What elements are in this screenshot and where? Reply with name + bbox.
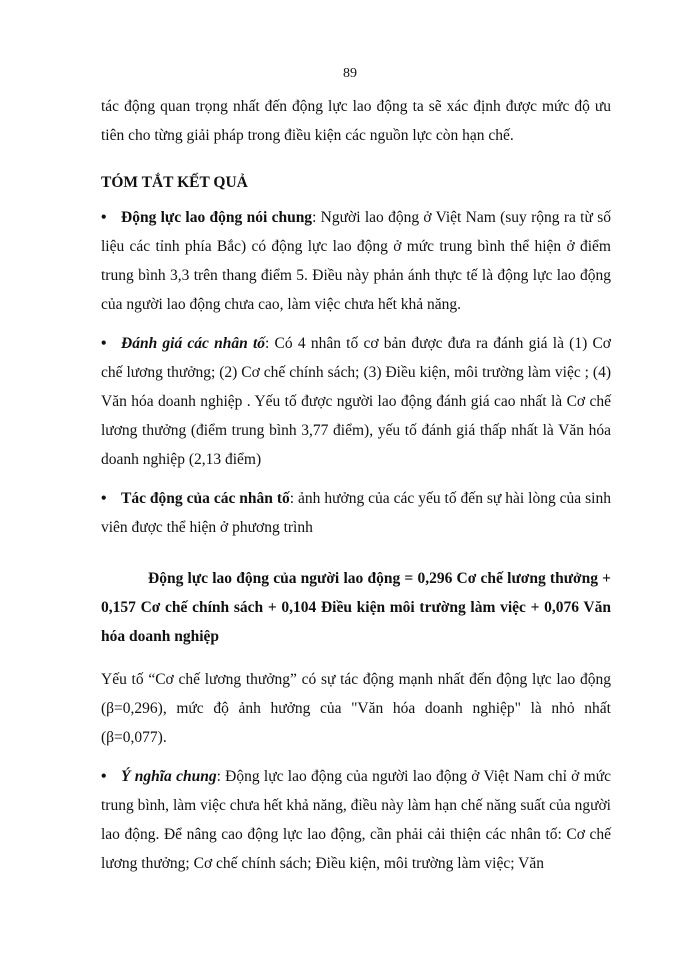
bullet-term: Tác động của các nhân tố: [121, 490, 290, 507]
bullet-paragraph-factor-impact: [101, 484, 611, 542]
result-paragraph: Yếu tố “Cơ chế lương thưởng” có sự tác động mạnh nhất đến động lực lao động (β=0,296), mức độ ảnh hưởng của "Văn hóa doanh nghiệp" là nhỏ nhất (β=0,077).: [101, 671, 611, 746]
page-number: 89: [343, 66, 357, 81]
bullet-paragraph-factor-evaluation: [101, 329, 611, 474]
bullet-icon: •: [101, 768, 107, 785]
bullet-icon: •: [101, 209, 107, 226]
bullet-text: : Động lực lao động của người lao động ở Việt Nam chỉ ở mức trung bình, làm việc chưa hết khả năng, điều này làm hạn chế năng suất của người lao động. Để nâng cao động lực lao động, cần phải cải thiện các nhân tố: Cơ chế lương thưởng; Cơ chế chính sách; Điều kiện, môi trường làm việc; Văn: [101, 768, 611, 872]
bullet-text: : Người lao động ở Việt Nam (suy rộng ra từ số liệu các tỉnh phía Bắc) có động lực lao động ở mức trung bình thể hiện ở điểm trung bình 3,3 trên thang điểm 5. Điều này phản ánh thực tế là động lực lao động của người lao động chưa cao, làm việc chưa hết khả năng.: [101, 209, 611, 313]
bullet-paragraph-general-motivation: [101, 203, 611, 319]
regression-equation: Động lực lao động của người lao động = 0,296 Cơ chế lương thưởng + 0,157 Cơ chế chính sách + 0,104 Điều kiện môi trường làm việc + 0,076 Văn hóa doanh nghiệp: [101, 570, 611, 645]
bullet-term: Ý nghĩa chung: [121, 768, 217, 785]
bullet-icon: •: [101, 490, 107, 507]
bullet-icon: •: [101, 335, 107, 352]
section-heading: TÓM TẮT KẾT QUẢ: [101, 174, 248, 191]
bullet-text: : ảnh hưởng của các yếu tố đến sự hài lòng của sinh viên được thể hiện ở phương trình: [101, 490, 611, 536]
bullet-text: : Có 4 nhân tố cơ bản được đưa ra đánh giá là (1) Cơ chế lương thưởng; (2) Cơ chế chính sách; (3) Điều kiện, môi trường làm việc ; (4) Văn hóa doanh nghiệp . Yếu tố được người lao động đánh giá cao nhất là Cơ chế lương thưởng (điểm trung bình 3,77 điểm), yếu tố đánh giá thấp nhất là Văn hóa doanh nghiệp (2,13 điểm): [101, 335, 611, 468]
bullet-term: Đánh giá các nhân tố: [121, 335, 266, 352]
bullet-term: Động lực lao động nói chung: [121, 209, 313, 226]
bullet-paragraph-general-meaning: [101, 762, 611, 878]
document-body: [101, 92, 611, 888]
intro-paragraph: tác động quan trọng nhất đến động lực lao động ta sẽ xác định được mức độ ưu tiên cho từng giải pháp trong điều kiện các nguồn lực còn hạn chế.: [101, 98, 611, 144]
